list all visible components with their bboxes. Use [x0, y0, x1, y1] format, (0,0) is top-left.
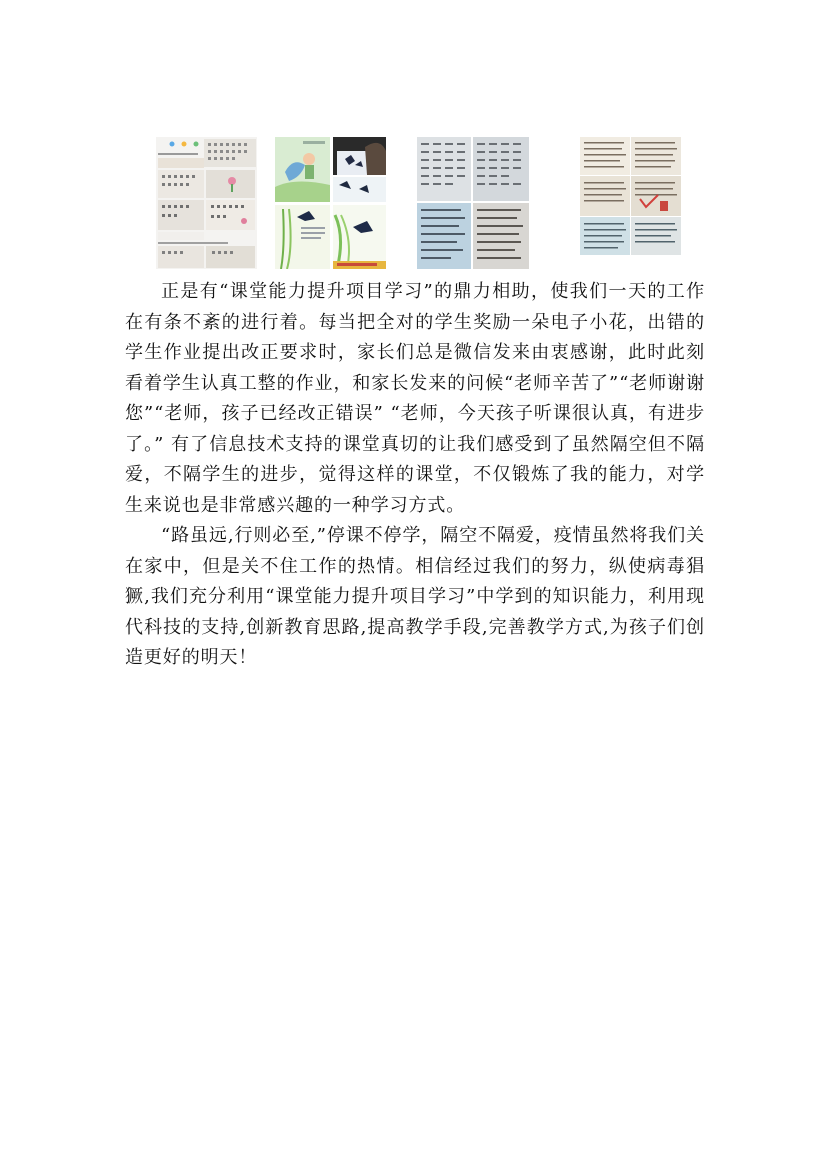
photo-strip: [0, 0, 827, 280]
picture-book-drawing-photo: [275, 137, 386, 269]
handwritten-worksheet-photo: [580, 137, 681, 255]
handwritten-worksheet-icon: [580, 137, 681, 255]
paragraph-classroom-ability: 正是有“课堂能力提升项目学习”的鼎力相助，使我们一天的工作在有条不紊的进行着。每当把全对的学生奖励一朵电子小花，出错的学生作业提出改正要求时，家长们总是微信发来由衷感谢，此时此刻看着学生认真工整的作业，和家长发来的问候“老师辛苦了”“老师谢谢您”“老师，孩子已经改正错误” “老师，今天孩子听课很认真，有进步了。” 有了信息技术支持的课堂真切的让我们感受到了虽然隔空但不隔爱，不隔学生的进步，觉得这样的课堂，不仅锻炼了我的能力，对学生来说也是非常感兴趣的一种学习方式。: [125, 281, 705, 516]
picture-book-drawing-icon: [275, 137, 386, 269]
handwritten-notebook-photo: [417, 137, 529, 269]
homework-app-screenshot-icon: [156, 137, 257, 269]
body-text: [125, 277, 705, 674]
handwritten-notebook-icon: [417, 137, 529, 269]
homework-app-screenshot-photo: [156, 137, 257, 269]
paragraph-closing: “路虽远,行则必至,”停课不停学，隔空不隔爱，疫情虽然将我们关在家中，但是关不住工作的热情。相信经过我们的努力，纵使病毒猖獗,我们充分利用“课堂能力提升项目学习”中学到的知识能力，利用现代科技的支持,创新教育思路,提高教学手段,完善教学方式,为孩子们创造更好的明天！: [125, 525, 705, 668]
